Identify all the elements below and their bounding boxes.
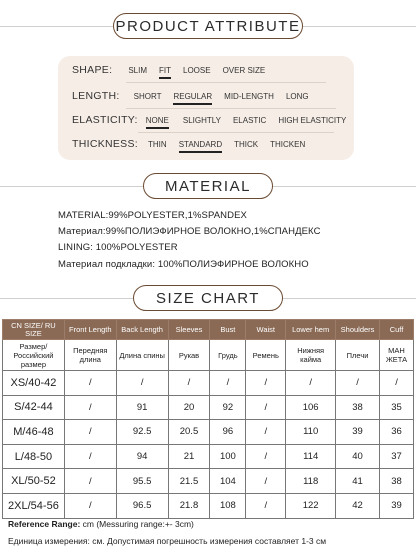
col-header-ru: Нижняя кайма [286,340,336,371]
measure-cell: 36 [380,420,414,445]
col-header: Shoulders [336,320,380,340]
col-header: Waist [246,320,286,340]
attribute-panel [58,56,354,160]
size-cell: S/42-44 [3,395,65,420]
size-header-en [3,320,414,340]
measure-cell: / [64,371,116,396]
measure-cell: 35 [380,395,414,420]
col-header: Back Length [116,320,168,340]
attr-option: THICKEN [270,139,306,149]
attr-option: OVER SIZE [222,65,266,75]
attr-option-selected: FIT [159,65,171,75]
size-chart-table [2,319,414,519]
measure-cell: 108 [210,493,246,518]
table-row [3,469,414,494]
table-row [3,395,414,420]
table-row [3,444,414,469]
measure-cell: 37 [380,444,414,469]
col-header: Cuff [380,320,414,340]
measure-cell: 104 [210,469,246,494]
attr-option: THICK [234,139,259,149]
table-row [3,420,414,445]
attr-row-shape [72,62,265,78]
measure-cell: 41 [336,469,380,494]
measure-cell: / [246,444,286,469]
table-row [3,371,414,396]
measure-cell: 92.5 [116,420,168,445]
col-header-ru: Длина спины [116,340,168,371]
attr-label: LENGTH: [72,90,120,102]
attr-divider [126,108,336,109]
measure-cell: / [336,371,380,396]
size-header-ru [3,340,414,371]
measure-cell: 21 [168,444,210,469]
measure-cell: 40 [336,444,380,469]
measure-cell: 100 [210,444,246,469]
attribute-section-title: PRODUCT ATTRIBUTE [113,13,303,39]
attr-row-thickness [72,136,305,152]
measure-cell: / [246,420,286,445]
col-header: CN SIZE/ RU SIZE [3,320,65,340]
measure-cell: 39 [336,420,380,445]
measure-cell: 95.5 [116,469,168,494]
measure-cell: / [246,371,286,396]
attr-option: LONG [285,91,309,101]
measure-cell: / [64,395,116,420]
reference-range-note [8,519,194,529]
col-header-ru: Ремень [246,340,286,371]
measure-cell: / [210,371,246,396]
col-header: Front Length [64,320,116,340]
measure-cell: 110 [286,420,336,445]
size-cell: XS/40-42 [3,371,65,396]
measure-cell: 38 [380,469,414,494]
measure-cell: / [116,371,168,396]
measure-cell: / [168,371,210,396]
material-section-title: MATERIAL [143,173,273,199]
measure-cell: / [380,371,414,396]
col-header: Sleeves [168,320,210,340]
attr-option-selected: REGULAR [173,91,213,101]
measure-cell: / [64,444,116,469]
measure-cell: 94 [116,444,168,469]
measure-cell: 20.5 [168,420,210,445]
measure-cell: 91 [116,395,168,420]
col-header-ru: Грудь [210,340,246,371]
measure-cell: 42 [336,493,380,518]
attr-option: THIN [148,139,167,149]
measure-cell: 20 [168,395,210,420]
attr-label: ELASTICITY: [72,114,138,126]
col-header-ru: Передняя длина [64,340,116,371]
attr-option-selected: NONE [145,115,169,125]
measure-cell: / [286,371,336,396]
col-header: Lower hem [286,320,336,340]
measure-cell: 122 [286,493,336,518]
measure-cell: / [246,469,286,494]
measure-cell: 106 [286,395,336,420]
attr-option: MID-LENGTH [224,91,274,101]
attr-label: SHAPE: [72,64,113,76]
attr-option-selected: STANDARD [178,139,223,149]
attr-label: THICKNESS: [72,138,139,150]
size-cell: XL/50-52 [3,469,65,494]
measure-cell: 114 [286,444,336,469]
attr-option: SLIGHTLY [182,115,221,125]
table-row [3,493,414,518]
attr-row-elasticity [72,112,346,128]
size-cell: 2XL/54-56 [3,493,65,518]
reference-range-label: Reference Range: [8,519,81,529]
measure-cell: 96 [210,420,246,445]
measure-cell: / [64,420,116,445]
attr-option: LOOSE [183,65,211,75]
measure-cell: 21.5 [168,469,210,494]
measure-cell: / [64,493,116,518]
measure-cell: 21.8 [168,493,210,518]
attr-option: HIGH ELASTICITY [278,115,347,125]
measure-cell: 92 [210,395,246,420]
measure-cell: 38 [336,395,380,420]
measurement-note-ru: Единица измерения: см. Допустимая погрешность измерения составляет 1-3 см [8,536,327,546]
lining-line-en: LINING: 100%POLYESTER [58,242,178,253]
col-header-ru: Рукав [168,340,210,371]
measure-cell: / [64,469,116,494]
size-section-title: SIZE CHART [133,285,283,311]
col-header-ru: Размер/ Российский размер [3,340,65,371]
measure-cell: 96.5 [116,493,168,518]
attr-divider [138,132,334,133]
measure-cell: / [246,493,286,518]
material-line-en: MATERIAL:99%POLYESTER,1%SPANDEX [58,210,247,221]
attr-divider [126,82,326,83]
col-header: Bust [210,320,246,340]
measure-cell: 39 [380,493,414,518]
lining-line-ru: Материал подкладки: 100%ПОЛИЭФИРНОЕ ВОЛОКНО [58,259,309,270]
size-cell: L/48-50 [3,444,65,469]
reference-range-value: cm (Messuring range:+- 3cm) [80,519,194,529]
measure-cell: 118 [286,469,336,494]
col-header-ru: Плечи [336,340,380,371]
measure-cell: / [246,395,286,420]
attr-row-length [72,88,309,104]
attr-option: SHORT [133,91,162,101]
attr-option: ELASTIC [232,115,267,125]
material-line-ru: Материал:99%ПОЛИЭФИРНОЕ ВОЛОКНО,1%СПАНДЕКС [58,226,321,237]
col-header-ru: МАН ЖЕТА [380,340,414,371]
size-cell: M/46-48 [3,420,65,445]
attr-option: SLIM [128,65,147,75]
